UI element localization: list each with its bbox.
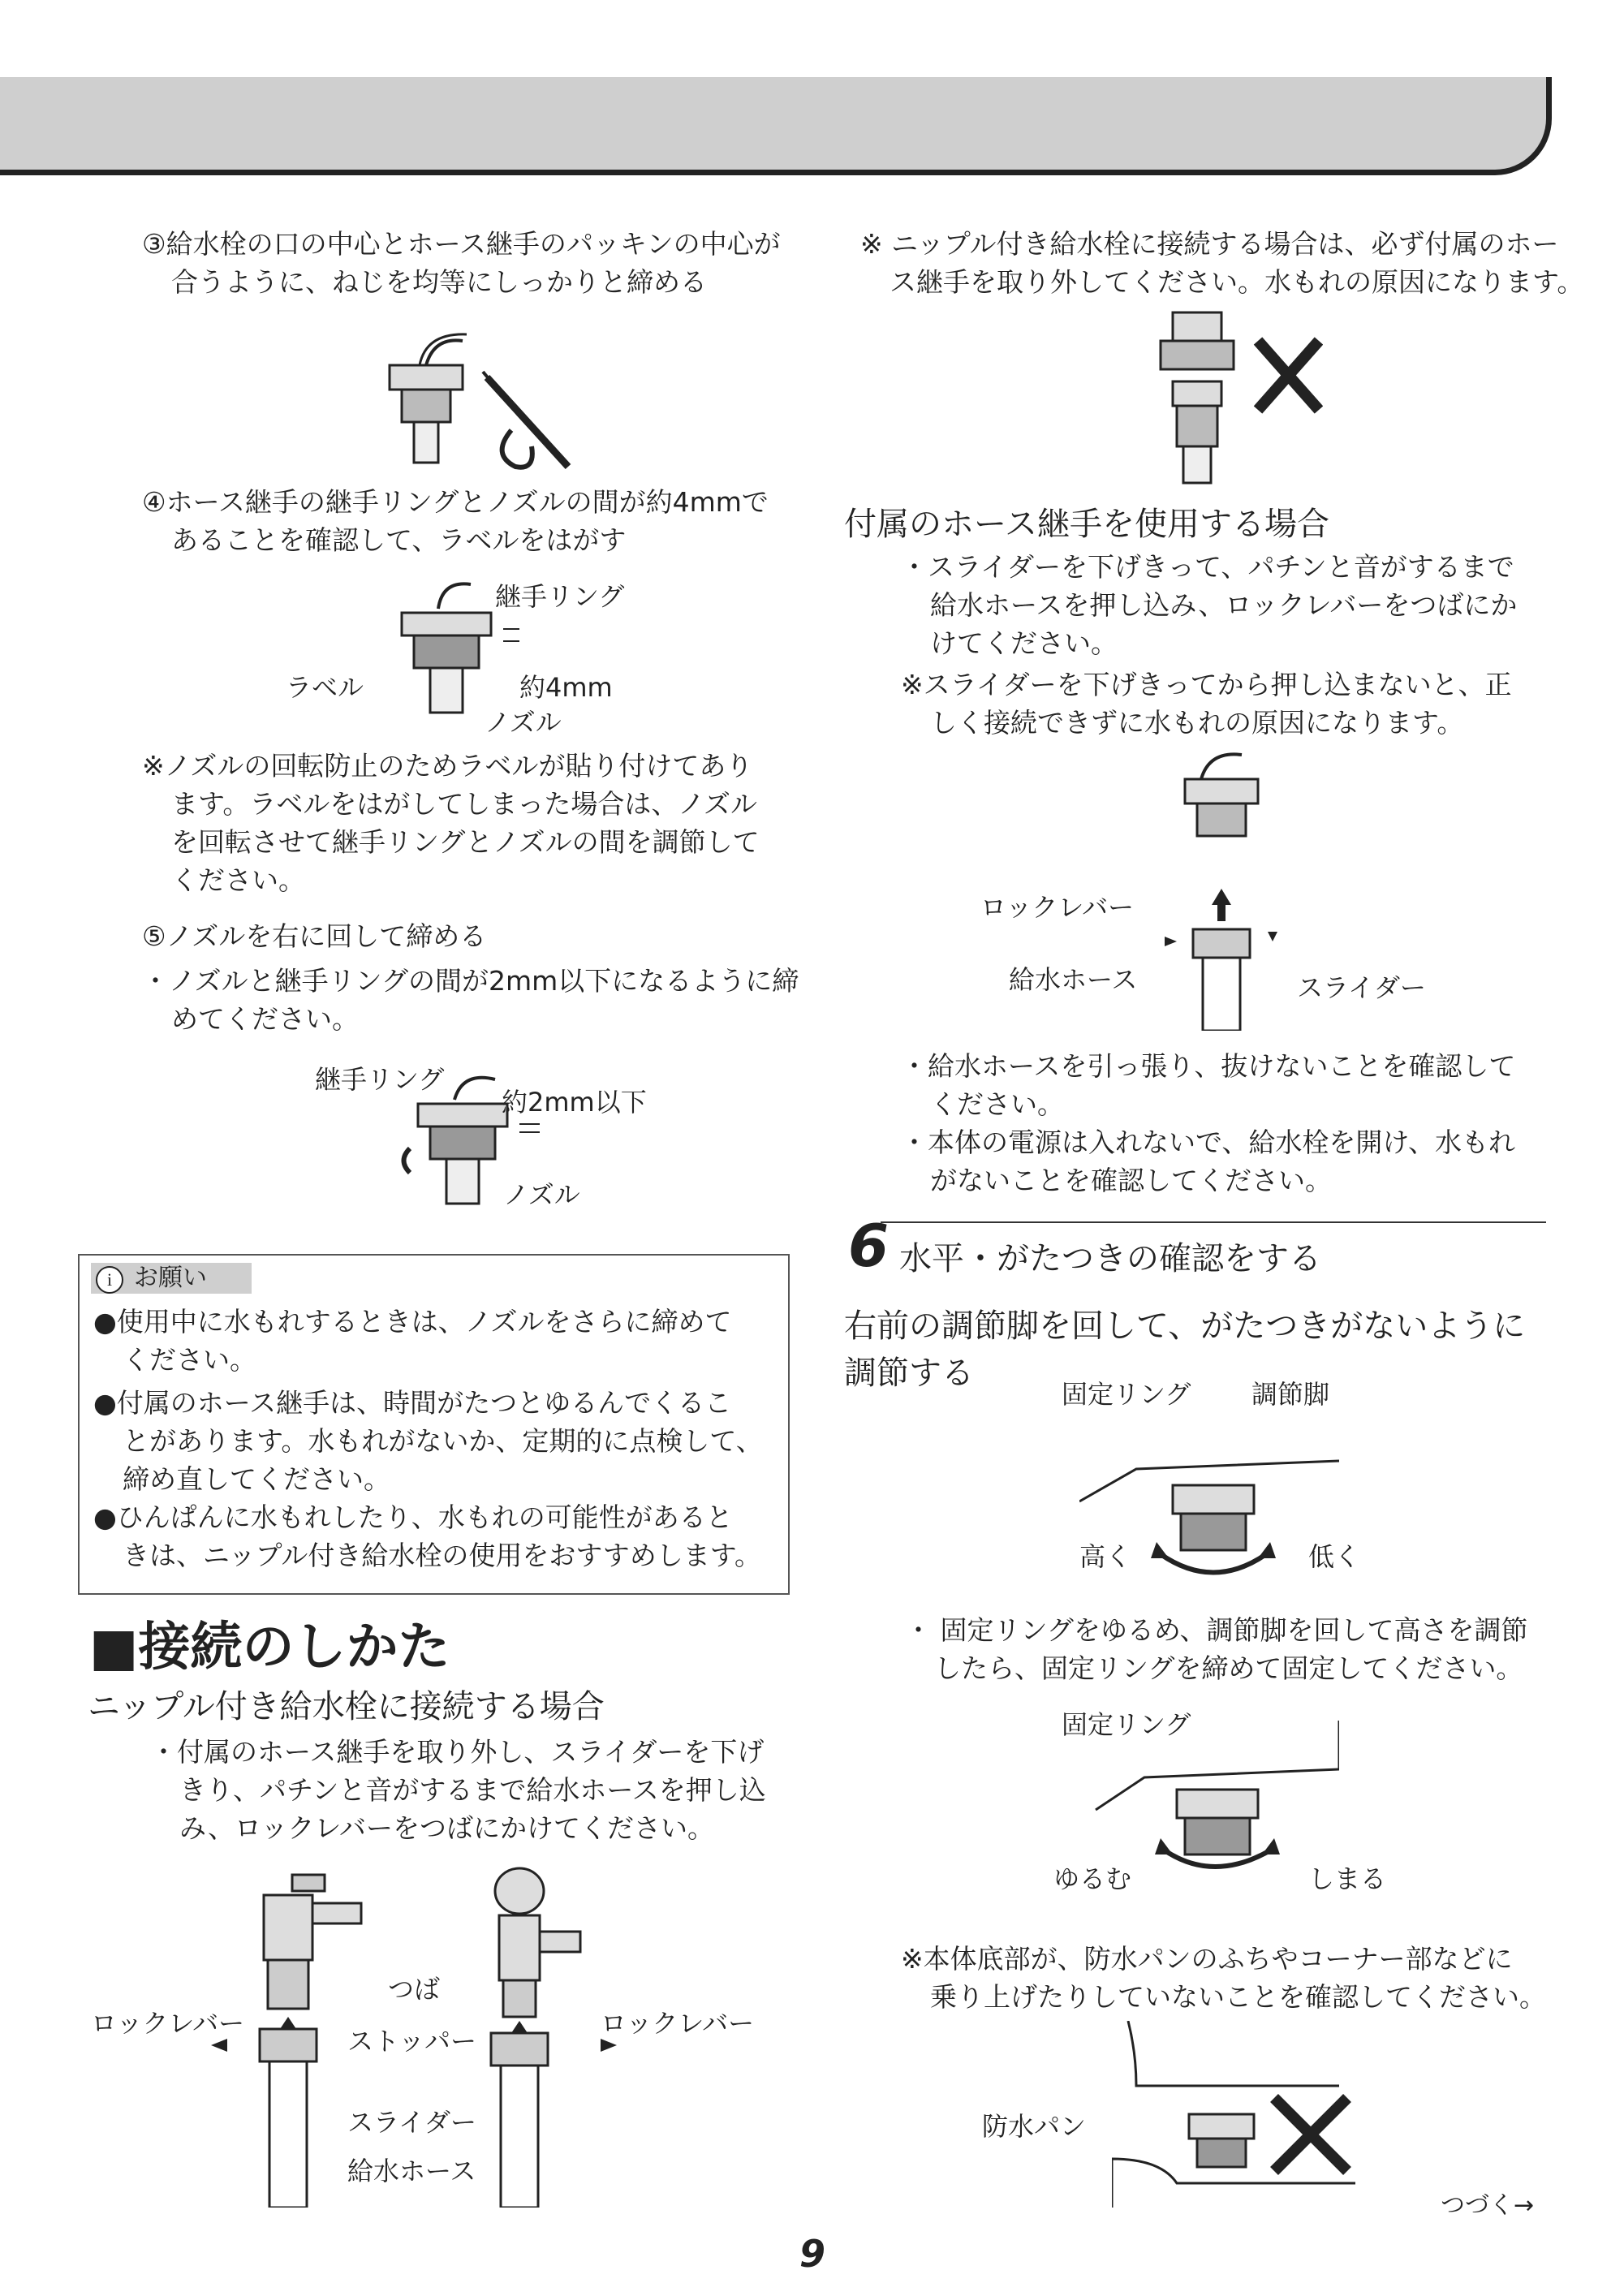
fig8-tighten-label: しまる (1308, 1863, 1387, 1894)
header-band (0, 77, 1552, 175)
adjust-heading: 右前の調節脚を回して、がたつきがないように 調節する (844, 1307, 1526, 1392)
figure-attached-joint (1152, 747, 1315, 1031)
request-item: ●使用中に水もれするときは、ノズルをさらに締めて ください。 (93, 1306, 732, 1376)
fig4-slider-label: スライダー (347, 2107, 477, 2138)
fig8-ring-label: 固定リング (1062, 1709, 1191, 1740)
attached-note: ※スライダーを下げきってから押し込まないと、正 しく接続できずに水もれの原因になります。 (901, 669, 1512, 739)
request-item: ●ひんぱんに水もれしたり、水もれの可能性があると きは、ニップル付き給水栓の使用をおすすめします。 (93, 1501, 762, 1571)
step6-title: 水平・がたつきの確認をする (899, 1240, 1321, 1277)
fig3-ring-label: 継手リング (315, 1064, 445, 1095)
figure-pan-prohibited (1112, 2021, 1355, 2208)
info-icon: i (96, 1266, 123, 1294)
step3-text: ③給水栓の口の中心とホース継手のパッキンの中心が 合うように、ねじを均等にしっかりと締める (142, 228, 781, 298)
fig7-low-label: 低く (1308, 1541, 1361, 1572)
fig6-lock-label: ロックレバー (980, 892, 1135, 923)
nipple-note: ※ ニップル付き給水栓に接続する場合は、必ず付属のホー ス継手を取り外してください。水もれの原因になります。 (860, 228, 1584, 298)
figure-nipple-prohibited (1144, 308, 1323, 487)
fig7-ring-label: 固定リング (1062, 1379, 1191, 1410)
attached-heading: 付属のホース継手を使用する場合 (844, 506, 1329, 543)
fig2-nozzle-label: ノズル (485, 707, 562, 738)
figure-adjust-foot (1079, 1453, 1339, 1599)
step6-number: 6 (848, 1212, 890, 1280)
note4-text: ※ノズルの回転防止のためラベルが貼り付けてあり ます。ラベルをはがしてしまった場合は、ノズル を回転させて継手リングとノズルの間を調節して ください。 (142, 750, 760, 896)
section-title: ■接続のしかた (89, 1618, 450, 1678)
check-bullets (901, 1047, 1515, 1200)
check-bullet: ・給水ホースを引っ張り、抜けないことを確認して ください。 (901, 1050, 1516, 1120)
fig4-lock-right-label: ロックレバー (601, 2008, 755, 2039)
fig7-foot-label: 調節脚 (1251, 1379, 1330, 1410)
fig7-high-label: 高く (1079, 1541, 1132, 1572)
fig2-gap-label: 約4mm (519, 672, 613, 703)
figure-screw-tightening (369, 333, 588, 479)
fig4-tsuba-label: つば (388, 1974, 441, 2005)
nipple-heading: ニップル付き給水栓に接続する場合 (88, 1688, 605, 1725)
nipple-text: ・付属のホース継手を取り外し、スライダーを下げ きり、パチンと音がするまで給水ホースを押し込 み、ロックレバーをつばにかけてください。 (150, 1736, 766, 1844)
bottom-note: ※本体底部が、防水パンのふちやコーナー部などに 乗り上げたりしていないことを確認してください。 (901, 1943, 1546, 2013)
request-items (93, 1303, 763, 1574)
fig3-gap-label: 約2mm以下 (502, 1087, 647, 1118)
step4-text: ④ホース継手の継手リングとノズルの間が約4mmで あることを確認して、ラベルをはがす (142, 486, 769, 556)
fig8-loosen-label: ゆるむ (1053, 1863, 1132, 1894)
request-title: お願い (134, 1264, 207, 1292)
fig6-slider-label: スライダー (1297, 972, 1427, 1003)
fig2-label-label: ラベル (286, 672, 364, 703)
check-bullet: ・本体の電源は入れないで、給水栓を開け、水もれ がないことを確認してください。 (901, 1126, 1516, 1196)
step6-rule (881, 1221, 1546, 1223)
step5-text: ⑤ノズルを右に回して締める (142, 920, 487, 952)
fig4-lock-left-label: ロックレバー (91, 2008, 245, 2039)
step5-bullet: ・ノズルと継手リングの間が2mm以下になるように締 めてください。 (142, 965, 799, 1035)
fig6-hose-label: 給水ホース (1009, 964, 1138, 995)
page-number: 9 (799, 2232, 826, 2276)
fig9-pan-label: 防水パン (982, 2111, 1087, 2142)
fig2-ring-label: 継手リング (495, 581, 625, 612)
fig4-stopper-label: ストッパー (347, 2026, 477, 2057)
request-item: ●付属のホース継手は、時間がたつとゆるんでくるこ とがあります。水もれがないか、定期的に点検して、 締め直してください。 (93, 1387, 763, 1495)
attached-bullet: ・スライダーを下げきって、パチンと音がするまで 給水ホースを押し込み、ロックレバーをつばにか けてください。 (901, 551, 1518, 659)
fig3-nozzle-label: ノズル (503, 1179, 580, 1210)
adjust-bullet: ・ 固定リングをゆるめ、調節脚を回して高さを調節 したら、固定リングを締めて固定してください。 (905, 1614, 1528, 1684)
continued-label: つづく→ (1441, 2191, 1535, 2220)
fig4-hose-label: 給水ホース (347, 2156, 476, 2186)
